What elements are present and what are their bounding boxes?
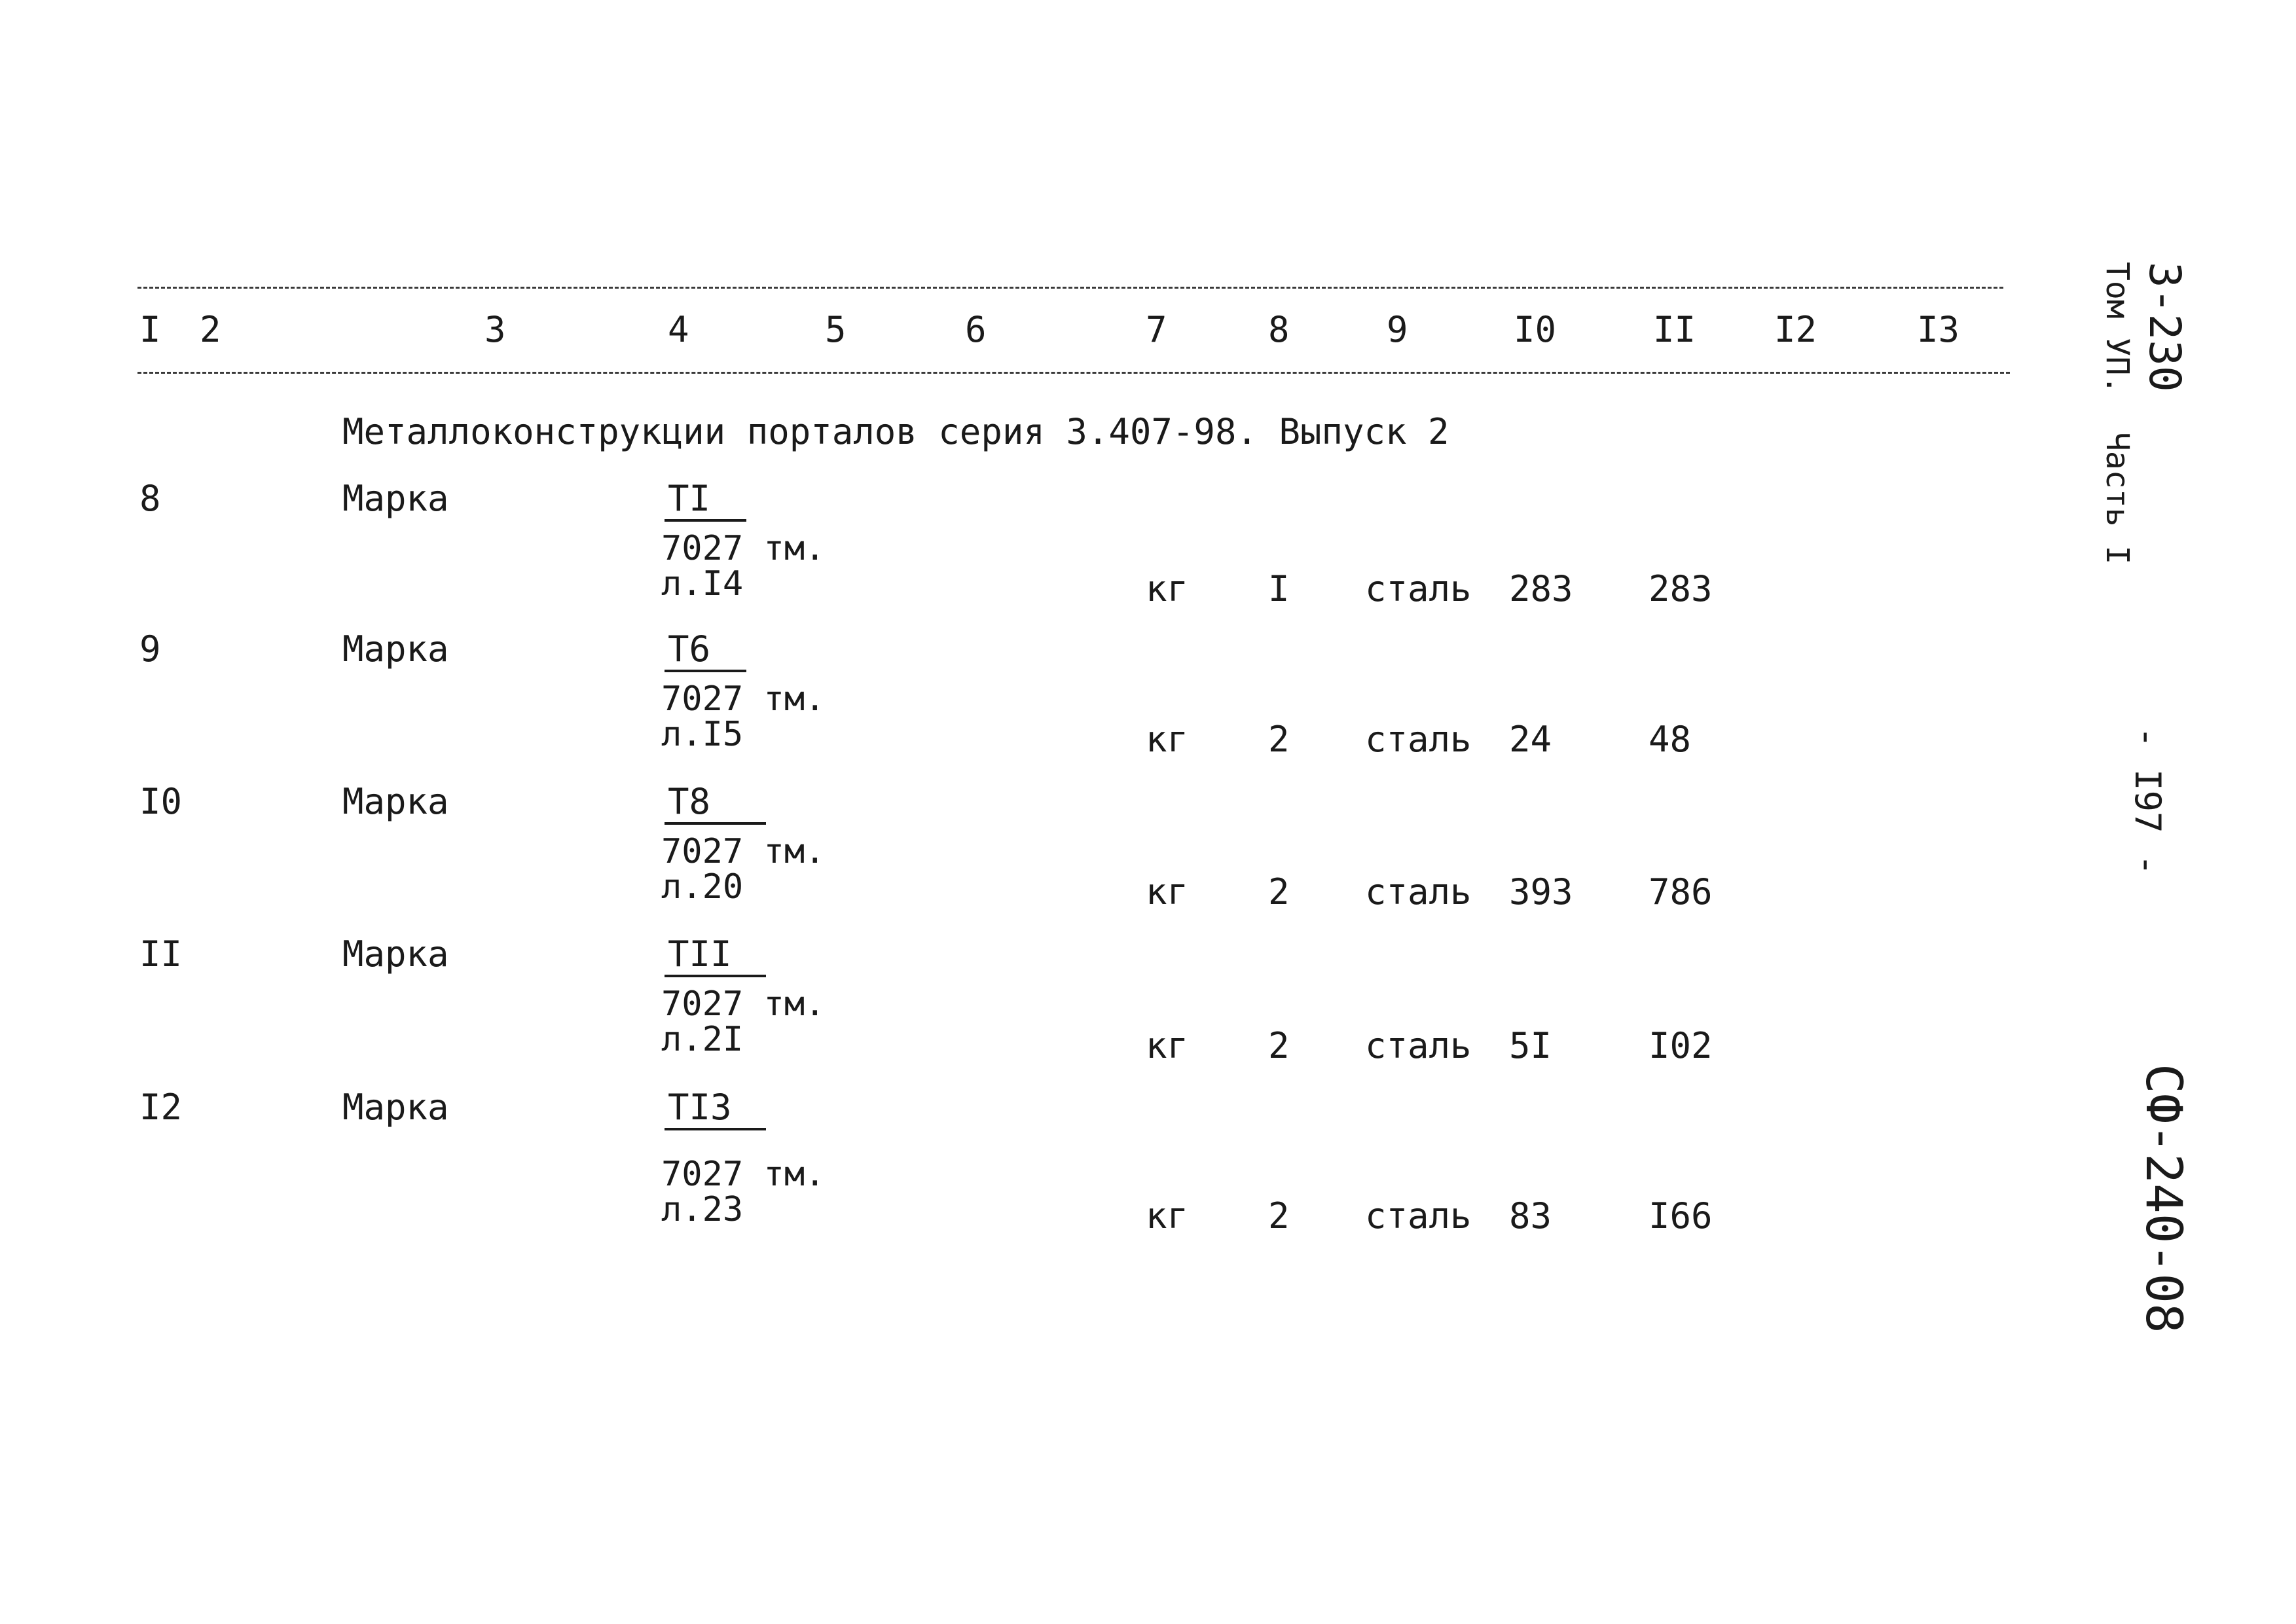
mark-underline <box>665 975 766 977</box>
col-header-3: 3 <box>484 309 506 350</box>
unit: кг <box>1146 568 1189 609</box>
item-type: Марка <box>342 781 449 822</box>
total-mass: 786 <box>1649 871 1713 912</box>
side-volume: Том УП. <box>2099 262 2136 395</box>
material: сталь <box>1365 1025 1472 1066</box>
item-type: Марка <box>342 1087 449 1128</box>
material: сталь <box>1365 1195 1472 1236</box>
col-header-1: I <box>139 309 161 350</box>
drawing-ref: 7027 тм. <box>661 832 826 871</box>
material: сталь <box>1365 719 1472 760</box>
side-doc-code: 3-230 <box>2140 262 2190 392</box>
mark-code: TII <box>668 933 732 975</box>
mark-code: TI3 <box>668 1087 732 1128</box>
sheet-ref: л.I4 <box>661 564 744 604</box>
sheet-ref: л.23 <box>661 1190 744 1229</box>
col-header-9: 9 <box>1387 309 1408 350</box>
material: сталь <box>1365 568 1472 609</box>
total-mass: I66 <box>1649 1195 1713 1236</box>
col-header-13: I3 <box>1917 309 1960 350</box>
unit: кг <box>1146 1025 1189 1066</box>
material: сталь <box>1365 871 1472 912</box>
unit-mass: 5I <box>1509 1025 1552 1066</box>
quantity: 2 <box>1268 1195 1290 1236</box>
col-header-7: 7 <box>1146 309 1167 350</box>
quantity: 2 <box>1268 719 1290 760</box>
mark-underline <box>665 519 746 522</box>
col-header-10: I0 <box>1514 309 1557 350</box>
side-page: - I97 - <box>2127 727 2168 876</box>
drawing-ref: 7027 тм. <box>661 529 826 568</box>
item-type: Марка <box>342 628 449 670</box>
unit-mass: 283 <box>1509 568 1573 609</box>
row-number: II <box>139 933 183 975</box>
sheet-ref: л.20 <box>661 867 744 907</box>
mark-underline <box>665 1128 766 1130</box>
mark-code: TI <box>668 478 711 519</box>
col-header-8: 8 <box>1268 309 1290 350</box>
col-header-2: 2 <box>200 309 221 350</box>
unit-mass: 393 <box>1509 871 1573 912</box>
side-archive-code: СФ-240-08 <box>2135 1064 2193 1333</box>
header-top-rule <box>137 287 2003 289</box>
col-header-6: 6 <box>965 309 987 350</box>
mark-code: T8 <box>668 781 711 822</box>
col-header-11: II <box>1653 309 1696 350</box>
row-number: I0 <box>139 781 183 822</box>
total-mass: 48 <box>1649 719 1692 760</box>
row-number: 9 <box>139 628 161 670</box>
unit: кг <box>1146 1195 1189 1236</box>
total-mass: 283 <box>1649 568 1713 609</box>
unit: кг <box>1146 719 1189 760</box>
quantity: 2 <box>1268 871 1290 912</box>
row-number: 8 <box>139 478 161 519</box>
drawing-ref: 7027 тм. <box>661 679 826 719</box>
row-number: I2 <box>139 1087 183 1128</box>
unit-mass: 24 <box>1509 719 1552 760</box>
mark-underline <box>665 822 766 825</box>
col-header-4: 4 <box>668 309 689 350</box>
item-type: Марка <box>342 933 449 975</box>
drawing-ref: 7027 тм. <box>661 1155 826 1194</box>
unit-mass: 83 <box>1509 1195 1552 1236</box>
total-mass: I02 <box>1649 1025 1713 1066</box>
quantity: 2 <box>1268 1025 1290 1066</box>
side-part: Часть I <box>2099 432 2136 565</box>
item-type: Марка <box>342 478 449 519</box>
sheet-ref: л.2I <box>661 1020 744 1059</box>
mark-code: T6 <box>668 628 711 670</box>
col-header-5: 5 <box>825 309 847 350</box>
unit: кг <box>1146 871 1189 912</box>
sheet-ref: л.I5 <box>661 715 744 754</box>
header-bottom-rule <box>137 372 2010 374</box>
col-header-12: I2 <box>1774 309 1817 350</box>
drawing-ref: 7027 тм. <box>661 984 826 1024</box>
section-title: Металлоконструкции порталов серия 3.407-98. Выпуск 2 <box>342 411 1449 452</box>
mark-underline <box>665 670 746 672</box>
quantity: I <box>1268 568 1290 609</box>
